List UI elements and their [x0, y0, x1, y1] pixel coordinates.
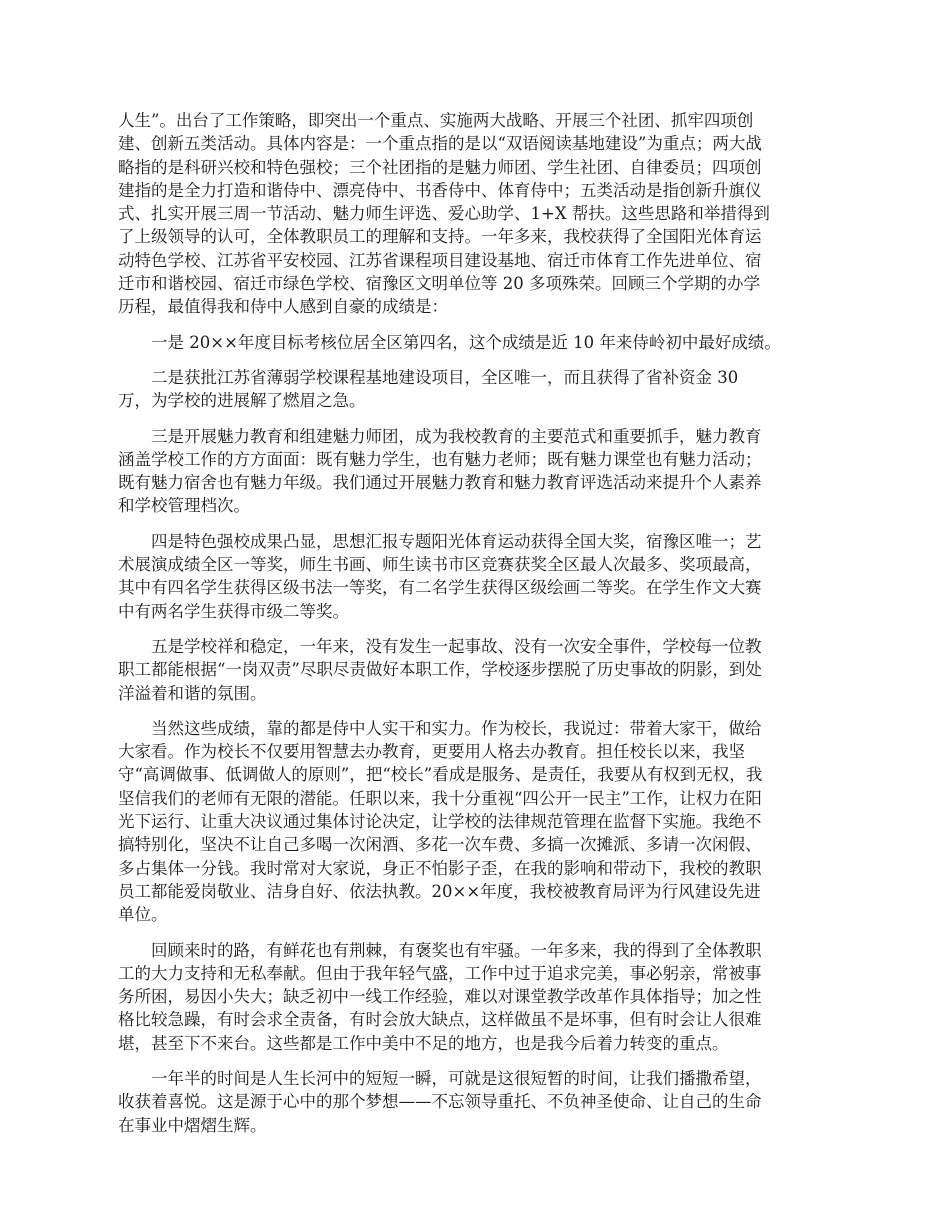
paragraph-4: 三是开展魅力教育和组建魅力师团，成为我校教育的主要范式和重要抓手，魅力教育 涵盖学校工作的方方面面：既有魅力学生，也有魅力老师；既有魅力课堂也有魅力活动； 既有魅力宿舍也有魅力年级。我们通过开展魅力教育和魅力教育评选活动来提升个人素养 和学校管理档次。 — [118, 426, 762, 516]
paragraph-8: 回顾来时的路，有鲜花也有荆棘，有褒奖也有牢骚。一年多来，我的得到了全体教职 工的大力支持和无私奉献。但由于我年轻气盛，工作中过于追求完美，事必躬亲，常被事 务所困，易因小失大；缺乏初中一线工作经验，难以对课堂教学改革作具体指导；加之性 格比较急躁，有时会求全责备，有时会放大缺点，这样做虽不是坏事，但有时会让人很难 堪，甚至下不来台。这些都是工作中美中不足的地方，也是我今后着力转变的重点。 — [118, 940, 762, 1053]
paragraph-6: 五是学校祥和稳定，一年来，没有发生一起事故、没有一次安全事件，学校每一位教 职工都能根据“一岗双责”尽职尽责做好本职工作，学校逐步摆脱了历史事故的阴影，到处 洋溢着和谐的氛围。 — [118, 636, 762, 703]
paragraph-2: 一是 20××年度目标考核位居全区第四名，这个成绩是近 10 年来侍岭初中最好成绩。 — [151, 332, 781, 352]
paragraph-3: 二是获批江苏省薄弱学校课程基地建设项目，全区唯一，而且获得了省补资金 30 万，为学校的进展解了燃眉之急。 — [118, 367, 739, 411]
paragraph-7: 当然这些成绩，靠的都是侍中人实干和实力。作为校长，我说过：带着大家干，做给 大家看。作为校长不仅要用智慧去办教育，更要用人格去办教育。担任校长以来，我坚 守“高调做事、低调做人的原则”，把“校长”看成是服务、是责任，我要从有权到无权，我 坚信我们的老师有无限的潜能。任职以来，我十分重视“四公开一民主”工作，让权力在阳 光下运行、让重大决议通过集体讨论决定，让学校的法律规范管理在监督下实施。我绝不 搞特别化，坚决不让自己多喝一次闲酒、多花一次车费、多搞一次摊派、多请一次闲假、 多占集体一分钱。我时常对大家说，身正不怕影子歪，在我的影响和带动下，我校的教职 员工都能爱岗敬业、洁身自好、依法执教。20××年度，我校被教育局评为行风建设先进 单位。 — [118, 718, 763, 925]
document-body — [118, 109, 834, 1149]
paragraph-5: 四是特色强校成果凸显，思想汇报专题阳光体育运动获得全国大奖，宿豫区唯一；艺 术展演成绩全区一等奖，师生书画、师生读书市区竞赛获奖全区最人次最多、奖项最高， 其中有四名学生获得区级书法一等奖，有二名学生获得区级绘画二等奖。在学生作文大赛 中有两名学生获得市级二等奖。 — [118, 531, 762, 621]
paragraph-1: 人生”。出台了工作策略，即突出一个重点、实施两大战略、开展三个社团、抓牢四项创 建、创新五类活动。具体内容是：一个重点指的是以“双语阅读基地建设”为重点；两大战 略指的是科研兴校和特色强校；三个社团指的是魅力师团、学生社团、自律委员；四项创 建指的是全力打造和谐侍中、漂亮侍中、书香侍中、体育侍中；五类活动是指创新升旗仪 式、扎实开展三周一节活动、魅力师生评选、爱心助学、1+X 帮扶。这些思路和举措得到 了上级领导的认可，全体教职员工的理解和支持。一年多来，我校获得了全国阳光体育运 动特色学校、江苏省平安校园、江苏省课程项目建设基地、宿迁市体育工作先进单位、宿 迁市和谐校园、宿迁市绿色学校、宿豫区文明单位等 20 多项殊荣。回顾三个学期的办学 历程，最值得我和侍中人感到自豪的成绩是： — [118, 111, 770, 317]
paragraph-9: 一年半的时间是人生长河中的短短一瞬，可就是这很短暂的时间，让我们播撒希望， 收获着喜悦。这是源于心中的那个梦想——不忘领导重托、不负神圣使命、让自己的生命 在事业中熠熠生辉。 — [118, 1068, 762, 1135]
